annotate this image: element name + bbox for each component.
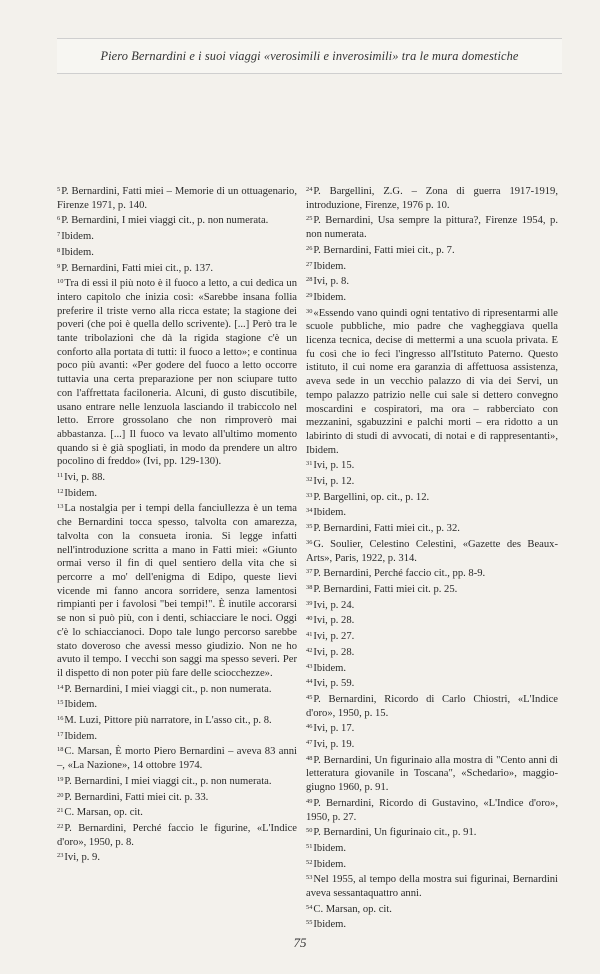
footnote-number: 33 [306, 491, 313, 499]
footnote-text: Ivi, p. 12. [313, 476, 355, 488]
footnote [306, 305, 558, 458]
footnote-number: 46 [306, 723, 313, 731]
footnote [57, 485, 297, 501]
footnote-number: 50 [306, 827, 313, 835]
footnote-text: Ivi, p. 15. [313, 460, 355, 472]
footnote-number: 10 [57, 278, 64, 286]
footnote-number: 26 [306, 244, 313, 252]
footnote-number: 38 [306, 583, 313, 591]
footnote-number: 32 [306, 476, 313, 484]
footnote [306, 675, 558, 691]
footnote-number: 17 [57, 730, 64, 738]
footnote-text: Ibidem. [313, 842, 347, 854]
footnote-text: Tra di essi il più noto è il fuoco a letto, a cui dedica un intero capitolo che inizia così: «Sarebbe insana follia preferire il triste verno alla ricca estate; la stagione dei poveri (che poi è quella dello scrivente). [...] Però tra le tante tribolazioni che dà la rigida stagione c'è un conforto alla portata di tutti: il fuoco a letto»; e continua poco più avanti: «Per godere del fuoco a letto occorre tuttavia una certa preparazione per non sciupare tutto con l'affrettata faciloneria. Alcuni, di gusto discutibile, usano entrare nelle lenzuola lasciando il trabiccolo nel letto. Errore grossolano che non rimproverò mai abbastanza. [...] Il fuoco va levato all'ultimo momento quando si è già spogliati, in modo da prendere un altro pocolino di freddo» (Ivi, pp. 129-130). [57, 278, 297, 468]
page-number: 75 [293, 935, 307, 950]
footnote-text: Ivi, p. 8. [313, 276, 349, 288]
footnote-text: P. Bernardini, Fatti miei cit. p. 33. [64, 791, 209, 803]
footnote-text: C. Marsan, op. cit. [64, 807, 143, 819]
footnote [57, 696, 297, 712]
footnote [306, 183, 558, 212]
footnote-text: Ivi, p. 28. [313, 646, 355, 658]
footnote-number: 11 [57, 472, 64, 480]
footnote-number: 9 [57, 262, 61, 270]
footnote-number: 21 [57, 807, 64, 815]
footnote-number: 40 [306, 615, 313, 623]
footnote-text: P. Bernardini, Un figurinaio alla mostra di "Cento anni di letteratura giovanile in Toscana", «Schedario», maggio-giugno 1960, p. 91. [306, 754, 558, 794]
footnote-number: 36 [306, 538, 313, 546]
footnote-text: P. Bernardini, Un figurinaio cit., p. 91. [313, 827, 477, 839]
footnote [57, 712, 297, 728]
footnote [57, 849, 297, 865]
footnote [306, 289, 558, 305]
footnote [57, 183, 297, 212]
footnote [57, 789, 297, 805]
footnote-number: 44 [306, 678, 313, 686]
footnote-text: G. Soulier, Celestino Celestini, «Gazette des Beaux-Arts», Paris, 1922, p. 314. [306, 538, 558, 564]
footnote [306, 660, 558, 676]
footnote-text: P. Bernardini, Perché faccio cit., pp. 8-9. [313, 568, 486, 580]
footnote-text: C. Marsan, È morto Piero Bernardini – aveva 83 anni –, «La Nazione», 14 ottobre 1974. [57, 746, 297, 772]
footnote [306, 752, 558, 795]
footnote-text: C. Marsan, op. cit. [313, 903, 392, 915]
footnote [306, 581, 558, 597]
footnote [306, 840, 558, 856]
footnote-number: 52 [306, 858, 313, 866]
footnote-number: 28 [306, 276, 313, 284]
footnote-number: 20 [57, 791, 64, 799]
footnote [306, 258, 558, 274]
footnote-text: P. Bargellini, Z.G. – Zona di guerra 1917-1919, introduzione, Firenze, 1976 p. 10. [306, 186, 558, 211]
footnote [306, 736, 558, 752]
footnote-text: Ibidem. [64, 730, 98, 742]
footnote-number: 7 [57, 231, 61, 239]
footnote [306, 691, 558, 720]
footnote [306, 597, 558, 613]
footnote-number: 41 [306, 631, 313, 639]
footnote-text: P. Bargellini, op. cit., p. 12. [313, 491, 430, 503]
footnote [57, 260, 297, 276]
footnote-number: 24 [306, 186, 313, 193]
footnote-text: Ivi, p. 88. [64, 472, 106, 484]
footnote [306, 565, 558, 581]
footnote-text: P. Bernardini, I miei viaggi cit., p. non numerata. [64, 683, 272, 695]
footnote-text: P. Bernardini, Usa sempre la pittura?, Firenze 1954, p. non numerata. [306, 215, 558, 241]
footnote [306, 795, 558, 824]
footnote-text: P. Bernardini, I miei viaggi cit., p. non numerata. [61, 215, 269, 227]
footnote-text: P. Bernardini, Fatti miei cit., p. 32. [313, 523, 460, 535]
footnote-text: Ibidem. [64, 487, 98, 499]
footnotes-left-column [57, 183, 297, 865]
footnote-number: 25 [306, 215, 313, 223]
footnote-number: 29 [306, 291, 313, 299]
footnote-text: Ibidem. [64, 699, 98, 711]
footnote [306, 273, 558, 289]
footnote-text: Nel 1955, al tempo della mostra sui figurinai, Bernardini aveva sessantaquattro anni. [306, 874, 558, 900]
footnote-number: 13 [57, 503, 64, 511]
footnote [306, 212, 558, 241]
footnote-number: 54 [306, 903, 313, 911]
footnote-number: 42 [306, 646, 313, 654]
footnote-number: 37 [306, 568, 313, 576]
footnote-number: 48 [306, 754, 313, 762]
footnote [306, 871, 558, 900]
footnotes-right-column [306, 183, 558, 932]
footnote-text: P. Bernardini, Fatti miei cit., p. 137. [61, 262, 214, 274]
footnote-text: P. Bernardini, Fatti miei cit. p. 25. [313, 583, 458, 595]
footnote-text: P. Bernardini, Perché faccio le figurine, «L'Indice d'oro», 1950, p. 8. [57, 822, 297, 848]
footnote-number: 30 [306, 307, 313, 315]
footnote-text: Ivi, p. 9. [64, 852, 100, 864]
footnote-number: 23 [57, 852, 64, 860]
footnote [306, 457, 558, 473]
footnote [57, 743, 297, 772]
footnote-text: Ibidem. [313, 291, 347, 303]
footnote-number: 16 [57, 715, 64, 723]
footnote-number: 18 [57, 746, 64, 754]
footnote-number: 51 [306, 842, 313, 850]
footnote-text: Ivi, p. 27. [313, 631, 355, 643]
footnote-text: Ibidem. [61, 231, 94, 243]
footnote-text: P. Bernardini, Ricordo di Carlo Chiostri, «L'Indice d'oro», 1950, p. 15. [306, 693, 558, 719]
footnote-text: La nostalgia per i tempi della fanciullezza è un tema che Bernardini tocca spesso, talvolta con amarezza, talvolta con la consueta ironia. Si legge infatti nell'introduzione scritta a mano in Fatti miei: «Giunto ormai verso il fin di quel sentiero della vita che si percorre a mo' dell'enigma di Edipo, queste lievi vicende mi fanno ancora sorridere, senza lamentosi rimpianti per i favolosi "bei tempi!". È inutile accorarsi se non si può più, con i denti, schiacciare le noci. Oggi c'è lo schiaccianoci. Dopo tale lungo percorso sarebbe stato doveroso che avessi messo giudizio. Non ne ho avuto il tempo. I vecchi son saggi ma spesso severi. Per il dispetto di non poter più fare delle sciocchezze». [57, 503, 297, 679]
footnote [57, 275, 297, 469]
footnote-number: 5 [57, 186, 61, 193]
footnote-text: Ivi, p. 24. [313, 599, 355, 611]
footnote [306, 901, 558, 917]
footnote-text: P. Bernardini, Ricordo di Gustavino, «L'Indice d'oro», 1950, p. 27. [306, 797, 558, 823]
footnote [306, 720, 558, 736]
footnote [306, 628, 558, 644]
footnote [306, 612, 558, 628]
footnote-text: Ibidem. [313, 662, 347, 674]
footnote [306, 504, 558, 520]
footnote-number: 47 [306, 739, 313, 747]
footnote [306, 489, 558, 505]
footnote-text: P. Bernardini, Fatti miei cit., p. 7. [313, 244, 455, 256]
footnote-number: 53 [306, 874, 313, 882]
footnote-number: 12 [57, 487, 64, 495]
footnote-number: 19 [57, 775, 64, 783]
footnote-number: 31 [306, 460, 313, 468]
footnote [306, 644, 558, 660]
footnote [57, 469, 297, 485]
footnote-number: 34 [306, 507, 313, 515]
footnote-text: Ivi, p. 28. [313, 615, 355, 627]
footnote [306, 916, 558, 932]
footnote [57, 500, 297, 680]
footnote [306, 536, 558, 565]
footnote-number: 39 [306, 599, 313, 607]
footnote [57, 728, 297, 744]
footnote-number: 45 [306, 693, 313, 701]
running-header [57, 38, 562, 74]
footnote [57, 773, 297, 789]
footnote-text: Ivi, p. 59. [313, 678, 355, 690]
footnote-number: 15 [57, 699, 64, 707]
footnote-text: Ibidem. [313, 260, 347, 272]
footnote-text: P. Bernardini, Fatti miei – Memorie di un ottuagenario, Firenze 1971, p. 140. [57, 186, 297, 211]
footnote-text: «Essendo vano quindi ogni tentativo di ripresentarmi alle scuole pubbliche, mio padre che vagheggiava quella licenza tecnica, decise di mettermi a una scuola privata. E fu così che io feci l'ingresso all'Istituto Paterno. Questo istituto, il cui nome era garanzia di affettuosa assistenza, aveva sede in un vecchio palazzo di via dei Servi, un tempo palazzo patrizio nelle cui sale si dettero convegno moscardini e cospiratori, ma ora – rabberciato con mezzanini, sgabuzzini e palchi morti – era ridotto a un labirinto di studi di avvocati, di notai e di rappresentanti», Ibidem. [306, 307, 558, 456]
footnote-text: Ivi, p. 17. [313, 723, 355, 735]
footnote [306, 473, 558, 489]
footnote [306, 856, 558, 872]
footnote-number: 27 [306, 260, 313, 268]
footnote-text: P. Bernardini, I miei viaggi cit., p. non numerata. [64, 775, 272, 787]
footnote-text: M. Luzi, Pittore più narratore, in L'asso cit., p. 8. [64, 715, 272, 727]
footnote-number: 49 [306, 797, 313, 805]
footnote-text: Ibidem. [313, 919, 347, 931]
footnote-number: 6 [57, 215, 61, 223]
footnote [306, 520, 558, 536]
footnote-text: Ibidem. [313, 858, 347, 870]
footnote [57, 212, 297, 228]
footnote [306, 824, 558, 840]
footnote-number: 43 [306, 662, 313, 670]
footnote [57, 228, 297, 244]
footnote [57, 820, 297, 849]
footnote-text: Ibidem. [313, 507, 347, 519]
footnote [57, 804, 297, 820]
footnote [306, 242, 558, 258]
footnote [57, 681, 297, 697]
footnote-text: Ibidem. [61, 246, 94, 258]
footnote-number: 55 [306, 919, 313, 927]
footnote-text: Ivi, p. 19. [313, 739, 355, 751]
footnote-number: 35 [306, 523, 313, 531]
footnote [57, 244, 297, 260]
footnote-number: 22 [57, 822, 64, 830]
footnote-number: 14 [57, 683, 64, 691]
running-head-title: Piero Bernardini e i suoi viaggi «verosimili e inverosimili» tra le mura domestiche [100, 49, 519, 63]
footnote-number: 8 [57, 246, 61, 254]
